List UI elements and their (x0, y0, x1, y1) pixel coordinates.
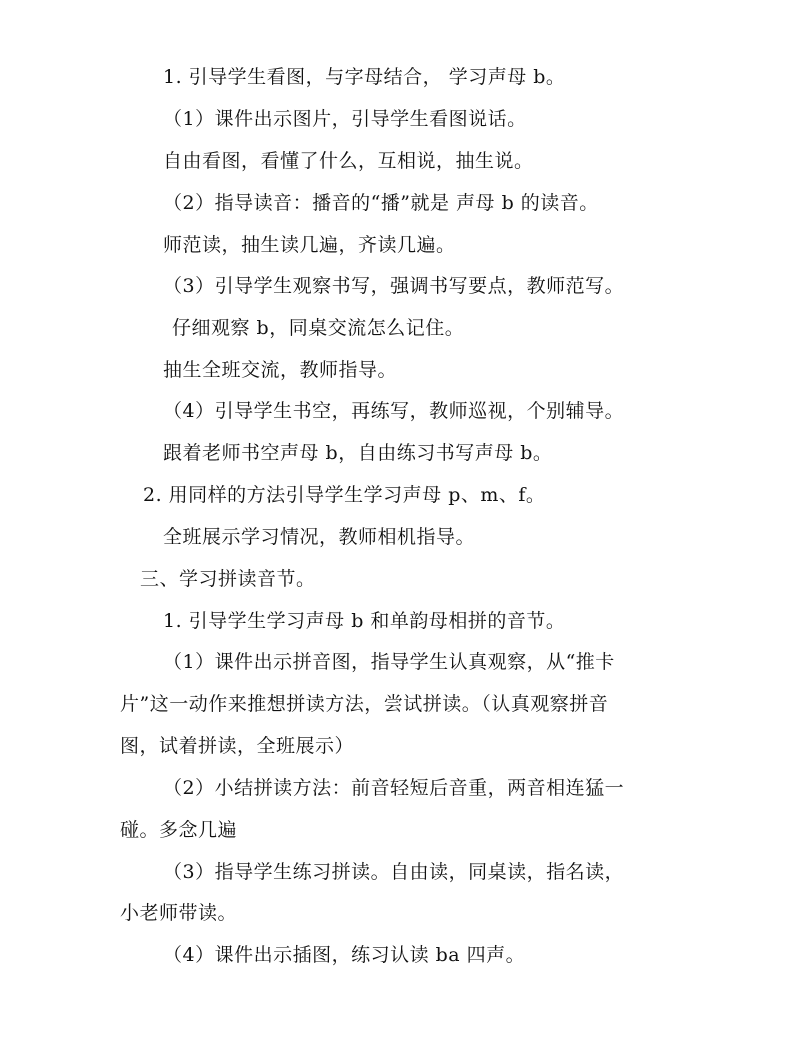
text-line-10: 跟着老师书空声母 b，自由练习书写声母 b。 (163, 442, 553, 464)
text-line-12: 全班展示学习情况，教师相机指导。 (163, 526, 476, 548)
text-line-14: 1. 引导学生学习声母 b 和单韵母相拼的音节。 (163, 610, 566, 632)
text-line-9: （4）引导学生书空，再练写，教师巡视，个别辅导。 (163, 400, 625, 422)
text-line-7: 仔细观察 b，同桌交流怎么记住。 (172, 317, 465, 339)
text-line-5: 师范读，抽生读几遍，齐读几遍。 (163, 234, 456, 256)
text-line-6: （3）引导学生观察书写，强调书写要点，教师范写。 (163, 275, 625, 297)
text-line-22: （4）课件出示插图，练习认读 ba 四声。 (163, 944, 526, 966)
text-line-4: （2）指导读音：播音的“播”就是 声母 b 的读音。 (163, 192, 599, 214)
text-line-2: （1）课件出示图片，引导学生看图说话。 (163, 108, 527, 130)
text-line-17: 图，试着拼读，全班展示） (120, 735, 355, 757)
text-line-18: （2）小结拼读方法：前音轻短后音重，两音相连猛一 (163, 777, 625, 799)
text-line-3: 自由看图，看懂了什么，互相说，抽生说。 (163, 150, 534, 172)
text-line-8: 抽生全班交流，教师指导。 (163, 359, 398, 381)
text-line-15: （1）课件出示拼音图，指导学生认真观察，从“推卡 (163, 651, 615, 673)
text-line-11: 2. 用同样的方法引导学生学习声母 p、m、f。 (143, 484, 546, 506)
text-line-19: 碰。多念几遍 (120, 819, 238, 841)
section-heading: 三、学习拼读音节。 (140, 568, 316, 590)
text-line-1: 1. 引导学生看图，与字母结合， 学习声母 b。 (163, 66, 566, 88)
text-line-21: 小老师带读。 (120, 902, 238, 924)
text-line-16: 片”这一动作来推想拼读方法，尝试拼读。（认真观察拼音 (120, 693, 609, 715)
text-line-20: （3）指导学生练习拼读。自由读，同桌读，指名读， (163, 861, 625, 883)
